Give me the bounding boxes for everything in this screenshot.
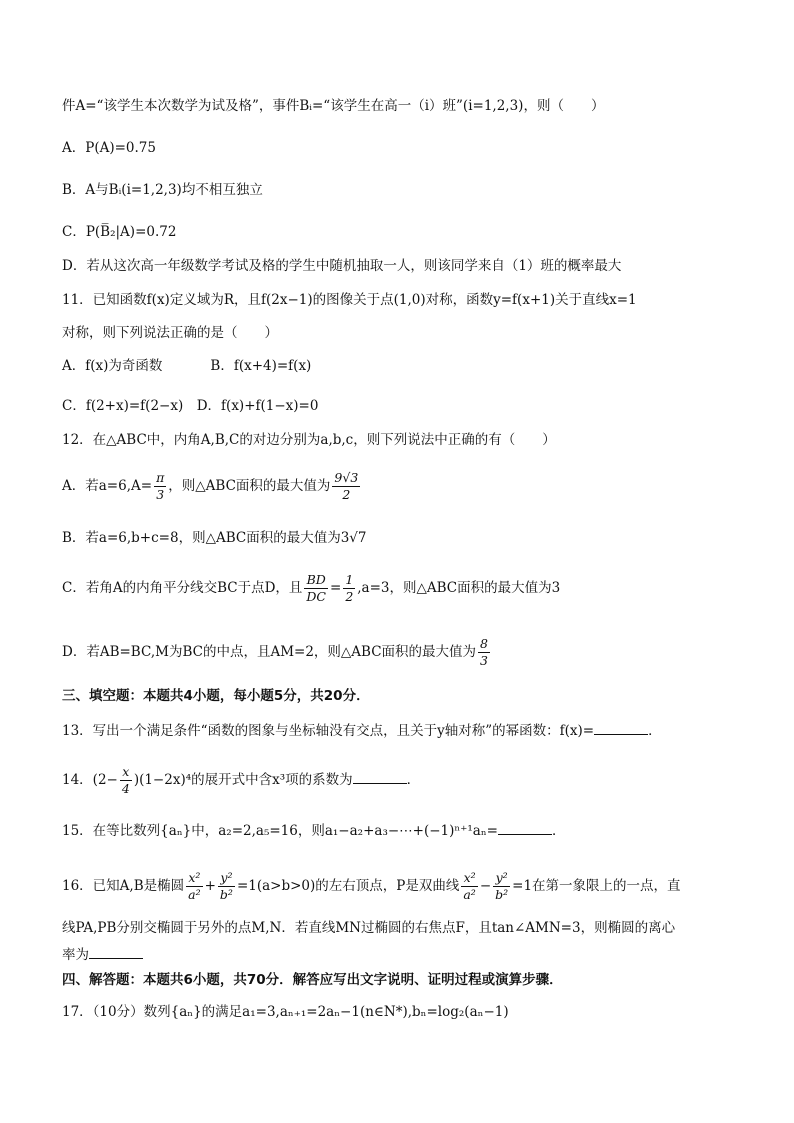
q10-option-d: D．若从这次高一年级数学考试及格的学生中随机抽取一人，则该同学来自（1）班的概率最大 xyxy=(62,258,622,274)
q16-text: 16．已知A,B是椭圆 xyxy=(62,878,185,894)
fraction-pi-over-3: $\frac{\pi}{3}$ xyxy=(156,470,165,502)
fraction-one-half: $\frac{1}{2}$ xyxy=(345,572,354,604)
fraction-y2-over-b2-hyperbola: $\frac{\text{y²}}{\text{b²}}$ xyxy=(495,870,509,902)
q14-text: 14．(2− xyxy=(62,772,118,788)
section-solutions-heading: 四、解答题：本题共6小题，共70分．解答应写出文字说明、证明过程或演算步骤． xyxy=(62,972,563,988)
fraction-y2-over-b2: $\frac{\text{y²}}{\text{b²}}$ xyxy=(219,870,233,902)
q12-stem: 12．在△ABC中，内角A,B,C的对边分别为a,b,c，则下列说法中正确的有（ ） xyxy=(62,432,556,448)
fraction-bd-over-dc: $\frac{BD}{DC}$ xyxy=(306,572,326,604)
q11-stem: 11．已知函数f(x)定义域为R，且f(2x−1)的图像关于点(1,0)对称，函数y=f(x+1)关于直线x=1 xyxy=(62,292,637,308)
q11-option-b: B．f(x+4)=f(x) xyxy=(210,358,312,374)
q13-stem: 13．写出一个满足条件“函数的图象与坐标轴没有交点，且关于y轴对称”的幂函数：f(x)= ． xyxy=(62,720,732,741)
q12-option-a-text-2: ，则△ABC面积的最大值为 xyxy=(168,478,331,494)
q11-options-ab xyxy=(62,356,732,376)
q10-option-c: C．P(B̅₂|A)=0.72 xyxy=(62,224,177,240)
fraction-x2-over-a2-hyperbola: $\frac{\text{x²}}{\text{a²}}$ xyxy=(463,870,476,902)
q16-stem-continued: 线PA,PB分别交椭圆于另外的点M,N．若直线MN过椭圆的右焦点F，且tan∠AMN=3，则椭圆的离心 xyxy=(62,920,676,936)
fraction-8-over-3: $\frac{8}{3}$ xyxy=(480,636,488,668)
fraction-x-over-4: $\frac{x}{4}$ xyxy=(121,764,130,796)
q14-stem: 14．(2− $\frac{x}{4}$ )(1−2x)⁴的展开式中含x³项的系数为 ． xyxy=(62,764,421,796)
q16-stem-end xyxy=(62,944,732,965)
q15-text: 15．在等比数列{aₙ}中，a₂=2,a₅=16，则a₁−a₂+a₃−⋯+(−1)ⁿ⁺¹aₙ= xyxy=(62,823,498,839)
q12-option-a xyxy=(62,468,732,504)
q16-answer-blank xyxy=(89,944,143,959)
q15-answer-blank xyxy=(498,820,552,835)
q16-stem: 16．已知A,B是椭圆 $\frac{\text{x²}}{\text{a²}}$ + $\frac{\text{y²}}{\text{b²}}$ =1(a>b>0)的左右顶点，P是双曲线 $\frac{\text{x²}}{\text{a²}}$ − $\frac{\text{y²}}{\text{b²}}$ =1在第一象限上的一点，直 xyxy=(62,870,681,902)
q11-options-cd: C．f(2+x)=f(2−x) D．f(x)+f(1−x)=0 xyxy=(62,398,319,414)
q14-text-2: )(1−2x)⁴的展开式中含x³项的系数为 xyxy=(133,772,353,788)
q15-stem: 15．在等比数列{aₙ}中，a₂=2,a₅=16，则a₁−a₂+a₃−⋯+(−1)ⁿ⁺¹aₙ= ． xyxy=(62,820,732,841)
q10-option-a: A．P(A)=0.75 xyxy=(62,140,156,156)
fraction-x2-over-a2: $\frac{\text{x²}}{\text{a²}}$ xyxy=(188,870,201,902)
q13-answer-blank xyxy=(594,720,648,735)
q10-option-b: B．A与Bᵢ(i=1,2,3)均不相互独立 xyxy=(62,182,263,198)
q10-stem-continued: 件A=“该学生本次数学为试及格”，事件Bᵢ=“该学生在高一（i）班”(i=1,2,3)，则（ ） xyxy=(62,98,605,114)
q11-stem-continued: 对称，则下列说法正确的是（ ） xyxy=(62,325,278,341)
q16-text-3: =1在第一象限上的一点，直 xyxy=(512,878,681,894)
q12-option-c: C．若角A的内角平分线交BC于点D，且 $\frac{BD}{DC}$ = $\frac{1}{2}$ ,a=3，则△ABC面积的最大值为3 xyxy=(62,572,561,604)
q12-option-b: B．若a=6,b+c=8，则△ABC面积的最大值为3√7 xyxy=(62,530,367,546)
section-fill-in-heading: 三、填空题：本题共4小题，每小题5分，共20分． xyxy=(62,688,370,704)
q16-text-2: =1(a>b>0)的左右顶点，P是双曲线 xyxy=(236,878,460,894)
q12-option-d-text: D．若AB=BC,M为BC的中点，且AM=2，则△ABC面积的最大值为 xyxy=(62,644,477,660)
q11-option-a: A．f(x)为奇函数 xyxy=(62,358,163,374)
q12-option-d xyxy=(62,634,732,670)
q12-option-c-text-2: ,a=3，则△ABC面积的最大值为3 xyxy=(357,580,561,596)
q16-text-end: 率为 xyxy=(62,947,89,963)
q12-option-c-text: C．若角A的内角平分线交BC于点D，且 xyxy=(62,580,303,596)
q14-answer-blank xyxy=(353,769,407,784)
q13-text: 13．写出一个满足条件“函数的图象与坐标轴没有交点，且关于y轴对称”的幂函数：f(x)= xyxy=(62,723,595,739)
q17-stem: 17．（10分）数列{aₙ}的满足a₁=3,aₙ₊₁=2aₙ−1(n∈N*),bₙ=log₂(aₙ−1) xyxy=(62,1004,509,1020)
fraction-9root3-over-2: $\frac{9√3}{2}$ xyxy=(334,470,359,502)
q12-option-a-text: A．若a=6,A= xyxy=(62,478,153,494)
